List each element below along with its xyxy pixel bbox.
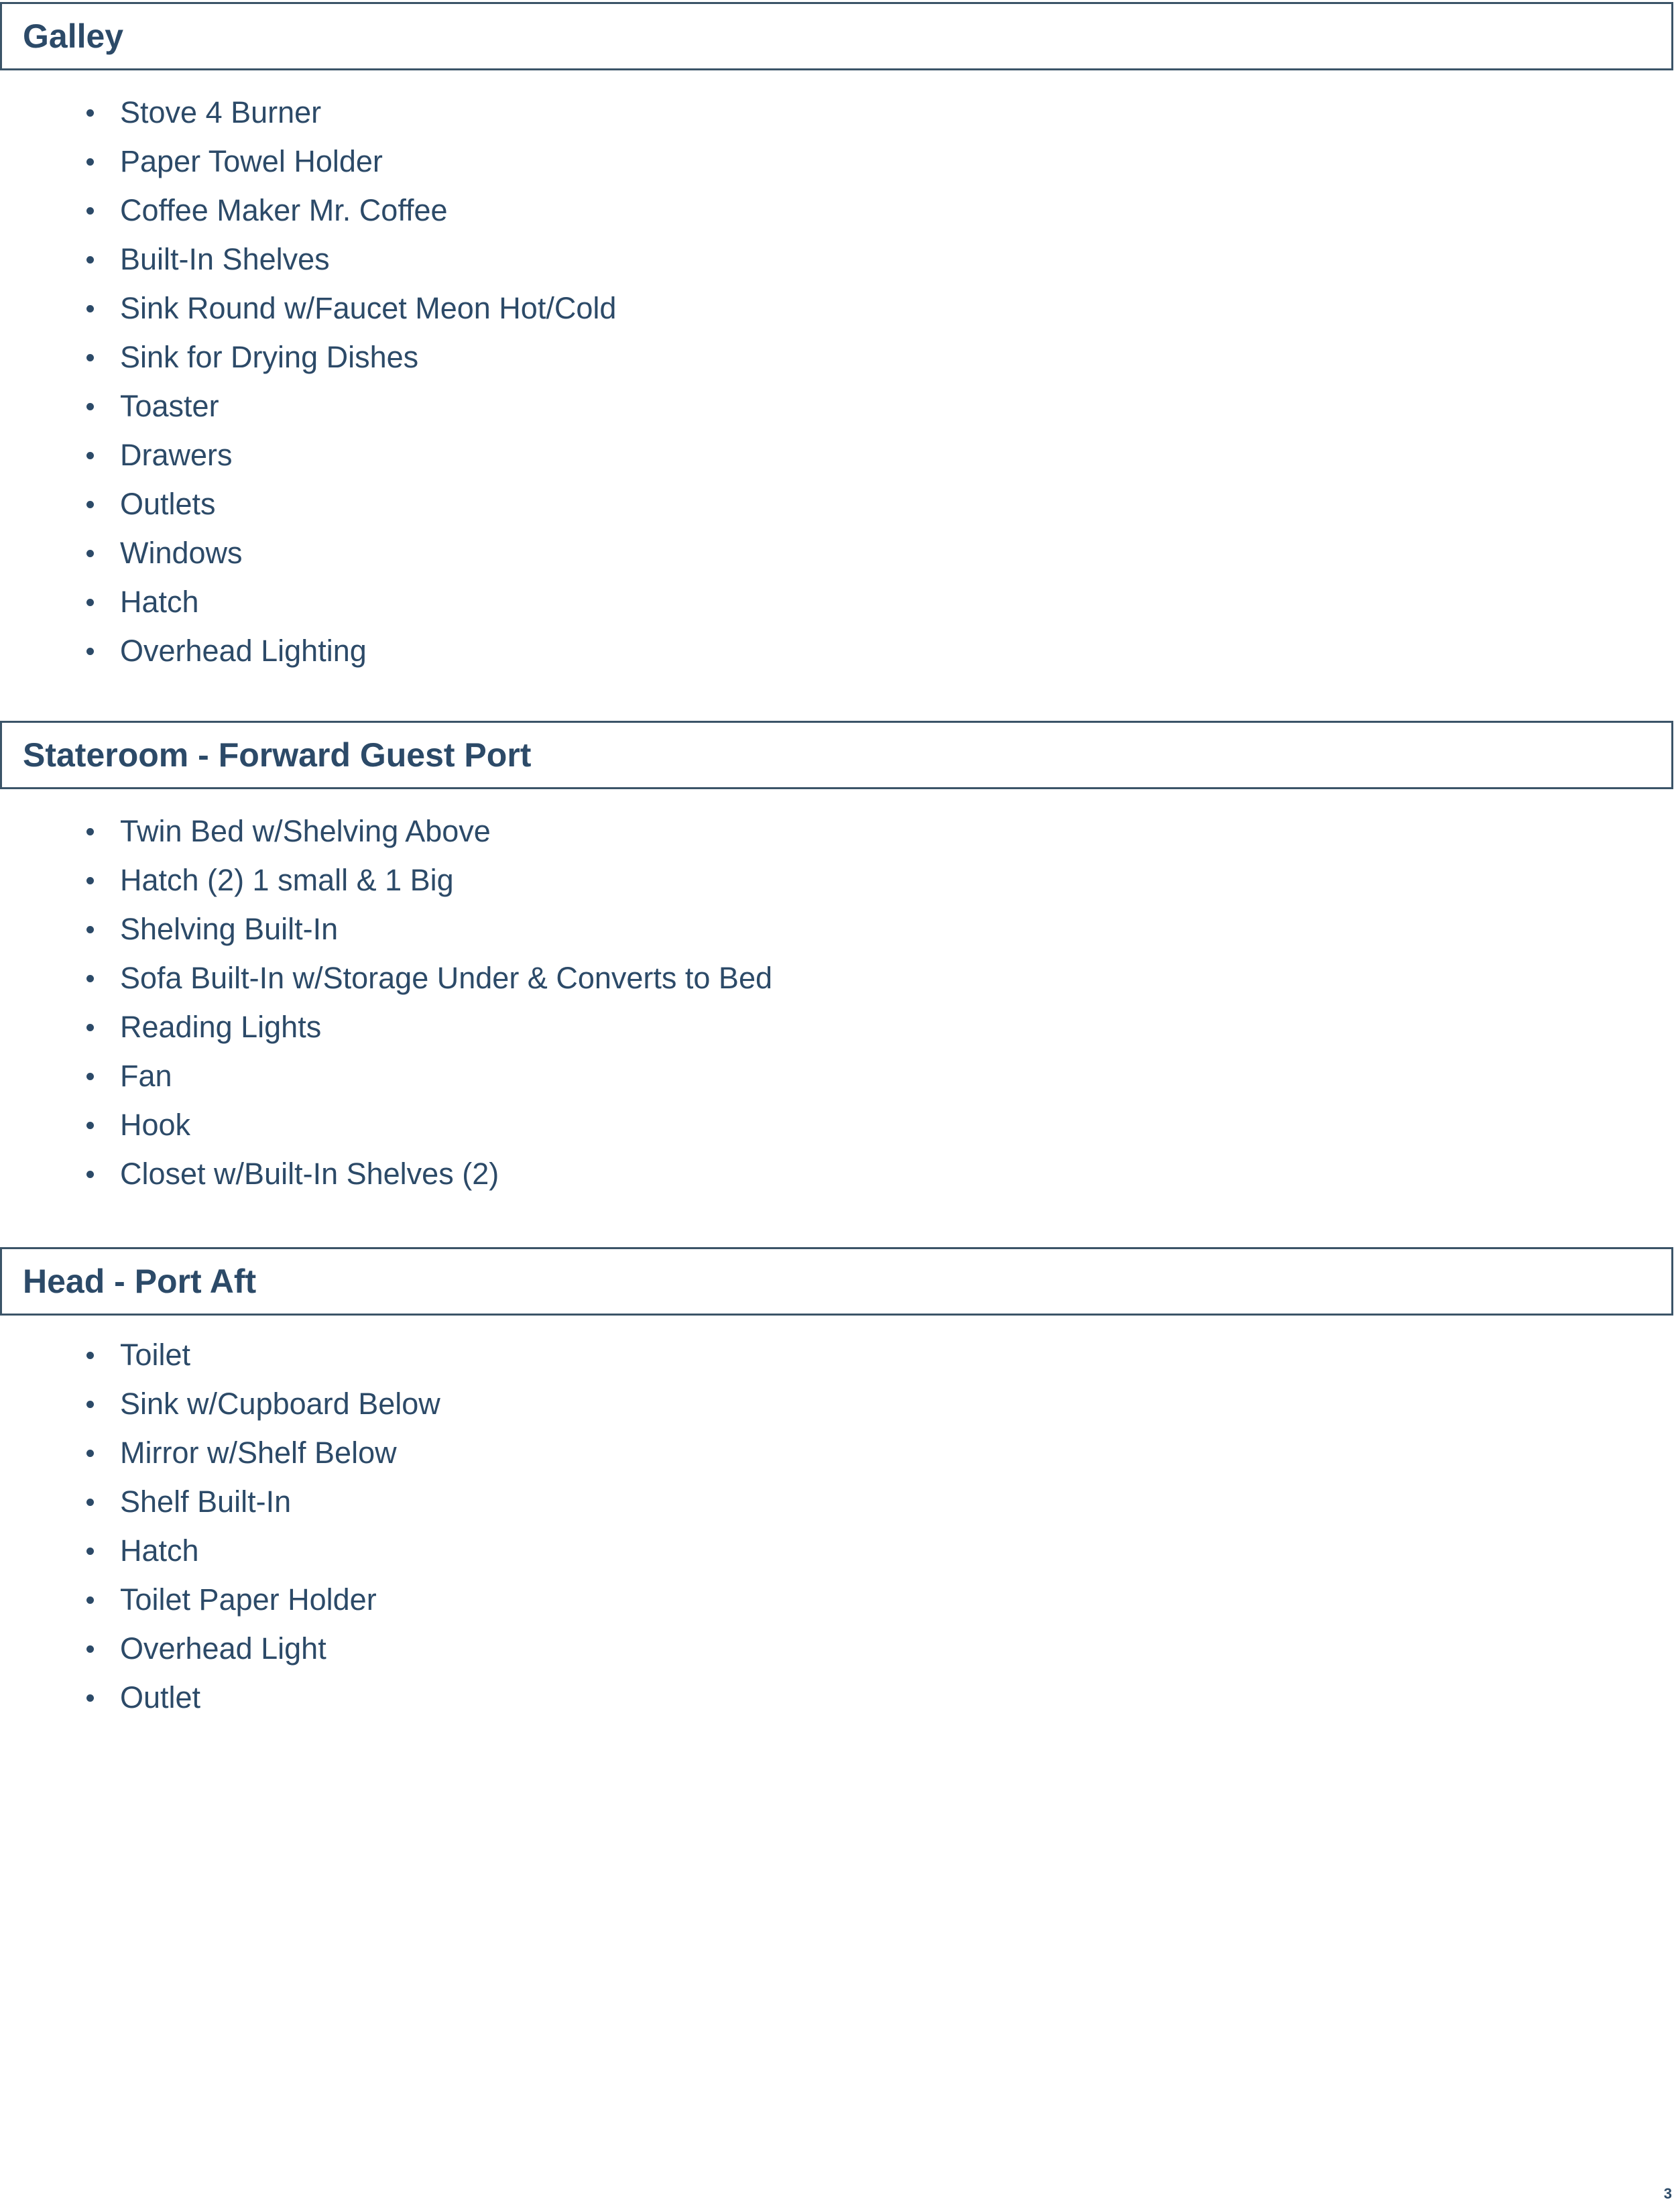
bullet-icon	[86, 648, 94, 655]
bullet-icon	[86, 877, 94, 884]
list-item	[0, 528, 616, 577]
list-item-label: Sink Round w/Faucet Meon Hot/Cold	[120, 291, 617, 325]
bullet-icon	[86, 599, 94, 606]
list-item-label: Sofa Built-In w/Storage Under & Converts to Bed	[120, 961, 772, 995]
list-item	[0, 1624, 440, 1673]
bullet-icon	[86, 1645, 94, 1653]
bullet-icon	[86, 354, 94, 361]
list-item-label: Windows	[120, 536, 243, 570]
bullet-icon	[86, 1073, 94, 1080]
list-item	[0, 953, 772, 1002]
bullet-icon	[86, 1450, 94, 1457]
bullet-icon	[86, 1499, 94, 1506]
list-item-label: Overhead Light	[120, 1631, 326, 1666]
list-item	[0, 235, 616, 284]
section-header-stateroom	[0, 721, 1673, 789]
list-item	[0, 626, 616, 675]
list-item-label: Shelf Built-In	[120, 1485, 292, 1519]
bullet-icon	[86, 1122, 94, 1129]
list-item	[0, 1575, 440, 1624]
list-item-label: Twin Bed w/Shelving Above	[120, 814, 491, 848]
bullet-icon	[86, 1352, 94, 1359]
list-item-label: Closet w/Built-In Shelves (2)	[120, 1157, 499, 1191]
head-item-list	[0, 1330, 440, 1722]
list-item-label: Hook	[120, 1108, 191, 1142]
list-item	[0, 1002, 772, 1051]
bullet-icon	[86, 403, 94, 410]
bullet-icon	[86, 1596, 94, 1604]
list-item	[0, 1428, 440, 1477]
bullet-icon	[86, 109, 94, 117]
list-item	[0, 1477, 440, 1526]
list-item-label: Drawers	[120, 438, 233, 472]
list-item-label: Built-In Shelves	[120, 242, 330, 276]
bullet-icon	[86, 207, 94, 215]
list-item-label: Sink w/Cupboard Below	[120, 1387, 440, 1421]
list-item-label: Outlet	[120, 1680, 201, 1714]
section-header-galley	[0, 2, 1673, 70]
section-title: Stateroom - Forward Guest Port	[23, 736, 532, 774]
list-item	[0, 333, 616, 382]
list-item	[0, 905, 772, 953]
section-header-head	[0, 1247, 1673, 1316]
bullet-icon	[86, 1401, 94, 1408]
list-item	[0, 1149, 772, 1198]
list-item-label: Fan	[120, 1059, 172, 1093]
list-item	[0, 1526, 440, 1575]
list-item-label: Shelving Built-In	[120, 912, 339, 946]
bullet-icon	[86, 828, 94, 835]
list-item	[0, 1330, 440, 1379]
list-item	[0, 479, 616, 528]
list-item	[0, 137, 616, 186]
list-item	[0, 1051, 772, 1100]
list-item	[0, 186, 616, 235]
bullet-icon	[86, 1024, 94, 1031]
list-item-label: Toaster	[120, 389, 219, 423]
bullet-icon	[86, 1694, 94, 1702]
galley-item-list	[0, 88, 616, 675]
list-item-label: Reading Lights	[120, 1010, 322, 1044]
section-title: Galley	[23, 17, 124, 55]
list-item-label: Hatch (2) 1 small & 1 Big	[120, 863, 454, 897]
list-item-label: Toilet	[120, 1338, 191, 1372]
list-item	[0, 856, 772, 905]
bullet-icon	[86, 975, 94, 982]
stateroom-item-list	[0, 807, 772, 1198]
bullet-icon	[86, 926, 94, 933]
list-item	[0, 1100, 772, 1149]
list-item-label: Outlets	[120, 487, 216, 521]
bullet-icon	[86, 256, 94, 264]
page-number: 3	[1663, 2185, 1672, 2202]
list-item-label: Coffee Maker Mr. Coffee	[120, 193, 448, 227]
list-item-label: Hatch	[120, 585, 199, 619]
bullet-icon	[86, 305, 94, 312]
list-item	[0, 284, 616, 333]
section-title: Head - Port Aft	[23, 1263, 257, 1300]
list-item-label: Hatch	[120, 1533, 199, 1568]
list-item-label: Sink for Drying Dishes	[120, 340, 419, 374]
bullet-icon	[86, 550, 94, 557]
list-item-label: Stove 4 Burner	[120, 95, 322, 129]
list-item	[0, 430, 616, 479]
list-item	[0, 577, 616, 626]
list-item	[0, 88, 616, 137]
list-item-label: Paper Towel Holder	[120, 144, 383, 178]
list-item	[0, 1673, 440, 1722]
list-item	[0, 382, 616, 430]
bullet-icon	[86, 501, 94, 508]
bullet-icon	[86, 158, 94, 166]
bullet-icon	[86, 1548, 94, 1555]
bullet-icon	[86, 452, 94, 459]
list-item-label: Toilet Paper Holder	[120, 1582, 377, 1617]
list-item-label: Mirror w/Shelf Below	[120, 1436, 397, 1470]
list-item	[0, 1379, 440, 1428]
bullet-icon	[86, 1171, 94, 1178]
list-item-label: Overhead Lighting	[120, 634, 367, 668]
list-item	[0, 807, 772, 856]
